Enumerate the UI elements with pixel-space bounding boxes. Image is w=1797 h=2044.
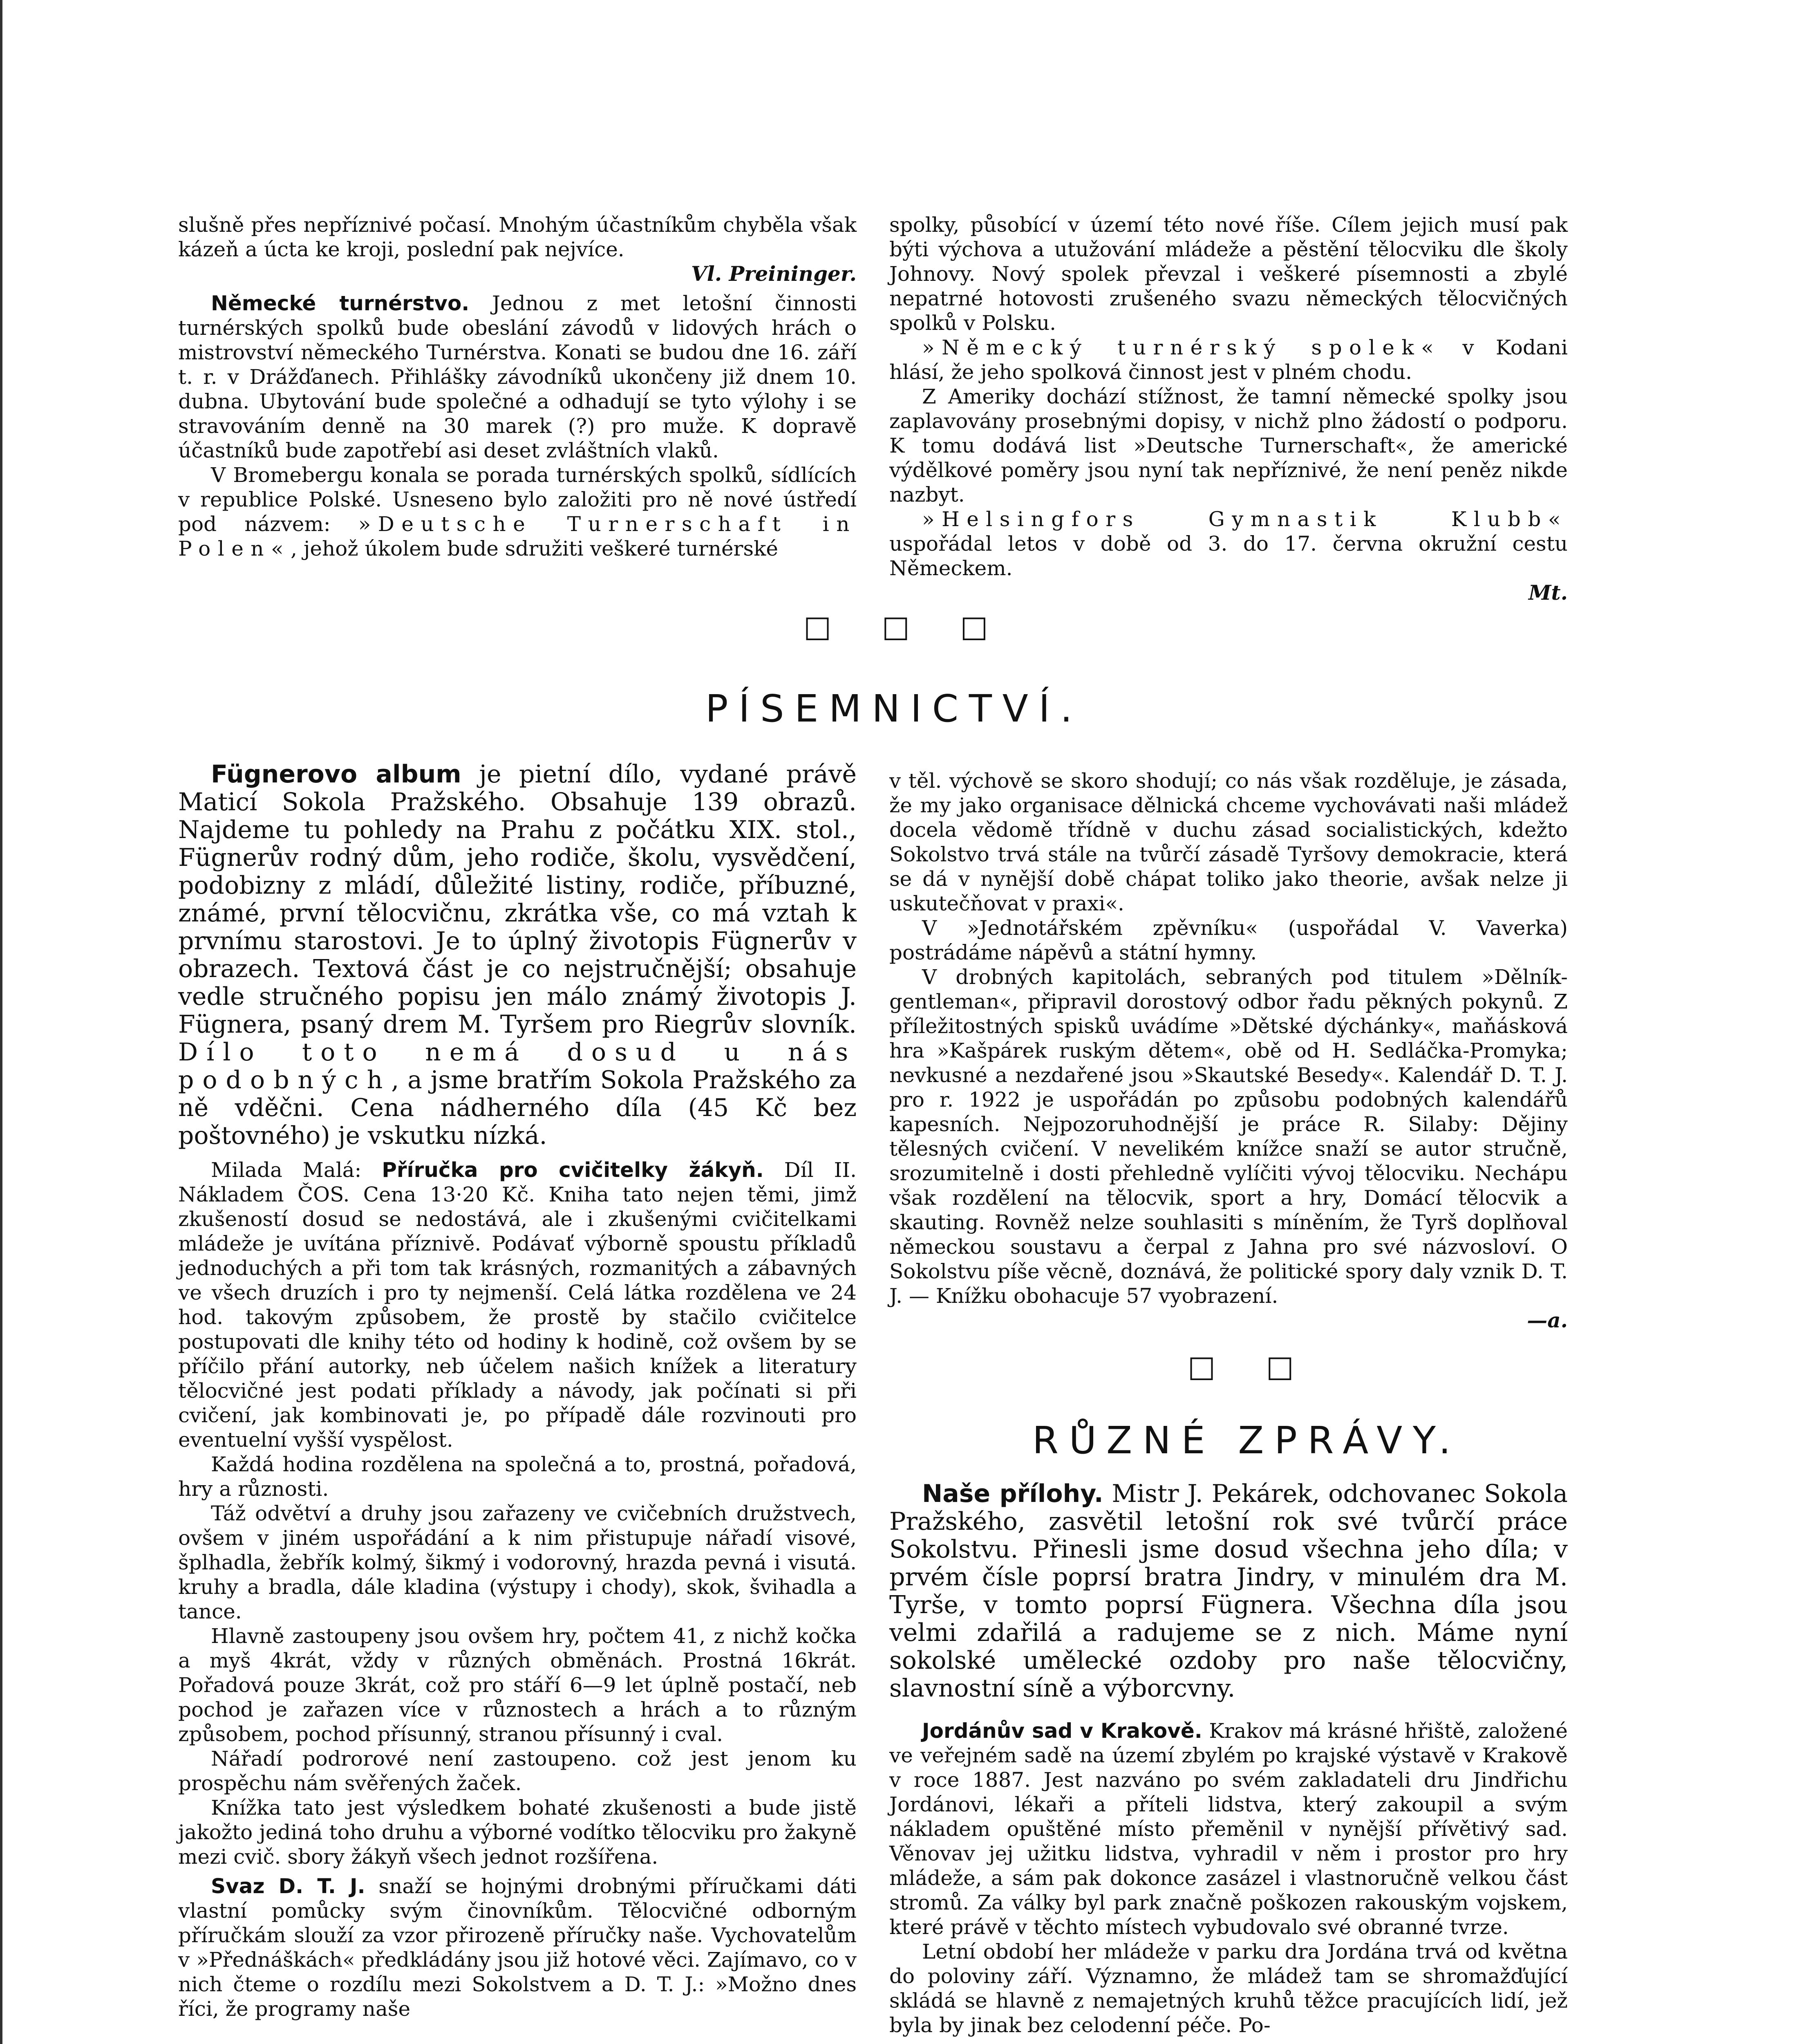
paragraph-text: v Kodani hlásí, že jeho spolková činnost jest v plném chodu. <box>889 336 1568 384</box>
mid-right-column <box>889 769 1568 1333</box>
paragraph-nase-prilohy <box>889 1480 1568 1702</box>
paragraph-bromeberg <box>178 463 857 561</box>
paragraph-text: Jednou z met letošní činnosti turnérských spolků bude obeslání závodů v lidových hrách o mistrovství německého Turnérstva. Konati se budou dne 16. září t. r. v Drážďanech. Přihlášky závodníků ukončeny již dnem 10. dubna. Ubytování bude společné a odhadují se tyto výlohy i se stravováním denně na 30 marek (?) pro muže. K dopravě účastníků bude zapotřebí asi deset zvláštních vlaků. <box>178 291 857 462</box>
paragraph-amerika: Z Ameriky dochází stížnost, že tamní německé spolky jsou zaplavovány prosebnými dopisy, v nichž plno žádostí o podporu. K tomu dodává list »Deutsche Turnerschaft«, že americké výdělkové poměry jsou nyní tak nepříznivé, že není peněz nikde nazbyt. <box>889 385 1568 507</box>
spaced-text: »Deutsche Turnerschaft in Polen« <box>178 512 857 560</box>
paragraph: slušně přes nepříznivé počasí. Mnohým účastníkům chyběla však kázeň a úcta ke kroji, poslední pak nejvíce. <box>178 213 857 261</box>
paragraph: spolky, působící v území této nové říše. Cílem jejich musí pak býti výchova a utužování mládeže a pěstění tělocviku dle školy Johnovy. Nový spolek převzal i veškeré písemnosti a zbylé nepatrné hotovosti zrušeného svazu německých tělocvičných spolků v Polsku. <box>889 213 1568 335</box>
signature: —a. <box>1527 1308 1568 1332</box>
paragraph-text: , jehož úkolem bude sdružiti veškeré turnérské <box>291 537 778 560</box>
section-heading-pisemnictvi: PÍSEMNICTVÍ. <box>705 687 1083 731</box>
section-heading-ruzne-zpravy: RŮZNÉ ZPRÁVY. <box>1032 1419 1461 1462</box>
paragraph-text: Krakov má krásné hřiště, založené ve veřejném sadě na území zbylém po krajské výstavě v Krakově v roce 1887. Jest nazváno po svém zakladateli dru Jindřichu Jordánovi, lékaři a příteli lidstva, který zakoupil a svým nákladem opuštěné místo přeměnil v nynější přívětivý sad. Věnovav jej užitku lidstva, vyhradil v něm i prostor pro hry mládeže, a sám pak dokonce zasázel i vlastnoručně velkou část stromů. Za války byl park značně poškozen rakouským vojskem, které právě v těchto místech vybudovalo své obranné tvrze. <box>889 1719 1568 1939</box>
paragraph-lead: Německé turnérstvo. <box>211 291 470 315</box>
paragraph: Každá hodina rozdělena na společná a to, prostná, pořadová, hry a různosti. <box>178 1452 857 1501</box>
paragraph-kodan <box>889 335 1568 384</box>
paragraph-nemecke-turnerstvo <box>178 291 857 463</box>
paragraph-fugnerovo-album <box>178 760 857 1150</box>
paragraph-lead: Fügnerovo album <box>211 760 461 789</box>
paragraph: Táž odvětví a druhy jsou zařazeny ve cvičebních družstvech, ovšem v jiném uspořádání a k nim přistupuje nářadí visové, šplhadla, žebřík kolmý, šikmý i vodorovný, hrazda pevná i visutá. kruhy a bradla, dále kladina (výstupy i chody), skok, švihadla a tance. <box>178 1502 857 1623</box>
paragraph-lead: Příručka pro cvičitelky žákyň. <box>382 1158 764 1182</box>
top-right-column <box>889 213 1568 605</box>
paragraph-text: Díl II. Nákladem ČOS. Cena 13·20 Kč. Kniha tato nejen těmi, jimž zkušeností dosud se nedostává, ale i zkušenými cvičitelkami mládeže je uvítána příznivě. Podávať výborně spoustu příkladů jednoduchých a při tom tak krásných, rozmanitých a zábavných ve všech druzích i pro ty nejmenší. Celá látka rozdělena ve 24 hod. takovým způsobem, že prostě by stačilo cvičitelce postupovati dle knihy této od hodiny k hodině, což ovšem by se příčilo přání autorky, neb účelem našich knížek a literatury tělocvičné jest podati příklady a návody, jak počínati si při cvičení, jak kombinovati je, po případě dále rozvinouti pro eventuelní vyšší vyspělost. <box>178 1158 857 1452</box>
paragraph-text: , a jsme bratřím Sokola Pražského za ně vděčni. Cena nádherného díla (45 Kč bez poštovného) je vskutku nízká. <box>178 1066 857 1150</box>
paragraph: Hlavně zastoupeny jsou ovšem hry, počtem 41, z nichž kočka a myš 4krát, vždy v různých obměnách. Prostná 16krát. Pořadová pouze 3krát, což pro stáří 6—9 let úplně postačí, neb pochod je zařazen více v různostech a hrách a to různým způsobem, pochod přísunný, stranou přísunný i cval. <box>178 1624 857 1746</box>
divider-squares: □ □ <box>1188 1349 1315 1383</box>
paragraph: V drobných kapitolách, sebraných pod titulem »Dělník-gentleman«, připravil dorostový odbor řadu pěkných pokynů. Z příležitostných spisků uvádíme »Dětské dýchánky«, maňásková hra »Kašpárek ruským dětem«, obě od H. Sedláčka-Promyka; nevkusné a nezdařené jsou »Skautské Besedy«. Kalendář D. T. J. pro r. 1922 je uspořádán po způsobu podobných kalendářů kapesních. Nejpozoruhodnější je práce R. Silaby: Dějiny tělesných cvičení. V nevelikém knížce snaží se autor stručně, srozumitelně i dosti přehledně vylíčiti vývoj tělocviku. Nechápu však rozdělení na tělocvik, sport a hry, Domácí tělocvik a skauting. Rovněž nelze souhlasiti s míněním, že Tyrš doplňoval německou soustavu a čerpal z Jahna pro své názvosloví. O Sokolstvu píše věcně, doznává, že politické spory daly vznik D. T. J. — Knížku obohacuje 57 vyobrazení. <box>889 965 1568 1308</box>
paragraph-text: Mistr J. Pekárek, odchovanec Sokola Pražského, zasvětil letošní rok své tvůrčí práce Sokolstvu. Přinesli jsme dosud všechna jeho díla; v prvém čísle poprsí bratra Jindry, v minulém dra M. Tyrše, v tomto poprsí Fügnera. Všechna díla jsou velmi zdařilá a radujeme se z nich. Máme nyní sokolské umělecké ozdoby pro naše tělocvičny, slavnostní síně a výborcvny. <box>889 1479 1568 1703</box>
paragraph-text: snaží se hojnými drobnými příručkami dáti vlastní pomůcky svým činovníkům. Tělocvičné odborným příručkám slouží za vzor přirozeně příručky naše. Vychovatelům v »Přednáškách« předkládány jsou již hotové věci. Zajímavo, co v nich čteme o rozdílu mezi Sokolstvem a D. T. J.: »Možno dnes říci, že programy naše <box>178 1874 857 2021</box>
paragraph-jordanuv-sad <box>889 1719 1568 1939</box>
spaced-text: Dílo toto nemá dosud u nás podobných <box>178 1038 857 1094</box>
paragraph: Knížka tato jest výsledkem bohaté zkušenosti a bude jistě jakožto jediná toho druhu a výborné vodítko tělocviku pro žakyně mezi cvič. sbory žákyň všech jednot rozšířena. <box>178 1796 857 1869</box>
paragraph-lead: Naše přílohy. <box>922 1479 1103 1508</box>
signature: Mt. <box>1528 580 1568 605</box>
paragraph-helsingfors <box>889 507 1568 580</box>
paragraph: v těl. výchově se skoro shodují; co nás však rozděluje, je zásada, že my jako organisace dělnická chceme vychovávati naši mládež docela vědomě třídně v duchu zásad socialistických, kdežto Sokolstvo trvá stále na tvůrčí zásadě Tyršovy demokracie, která se dá v nynější době chápat toliko jako theorie, avšak nelze ji uskutečňovat v praxi«. <box>889 769 1568 915</box>
paragraph-text: V Bromebergu konala se porada turnérských spolků, sídlících v republice Polské. Usneseno bylo založiti pro ně nové ústředí pod názvem: <box>178 463 857 536</box>
mid-left-column <box>178 760 857 2021</box>
signature: Vl. Preininger. <box>691 262 857 286</box>
bottom-right-column <box>889 1480 1568 2037</box>
paragraph-text: je pietní dílo, vydané právě Maticí Sokola Pražského. Obsahuje 139 obrazů. Najdeme tu pohledy na Prahu z počátku XIX. stol., Fügnerův rodný dům, jeho rodiče, školu, vysvědčení, podobizny z mládí, důležité listiny, rodiče, příbuzné, známé, první tělocvičnu, zkrátka vše, co má vztah k prvnímu starostovi. Je to úplný životopis Fügnerův v obrazech. Textová část je co nejstručnější; obsahuje vedle stručného popisu jen málo známý životopis J. Fügnera, psaný drem M. Tyršem pro Riegrův slovník. <box>178 760 857 1039</box>
paragraph-mala <box>178 1158 857 1452</box>
divider-squares: □ □ □ <box>803 609 1009 643</box>
paragraph-text: Milada Malá: <box>211 1158 382 1182</box>
top-left-column <box>178 213 857 561</box>
paragraph: Letní období her mládeže v parku dra Jordána trvá od května do poloviny září. Významno, že mládež tam se shromažďující skládá se hlavně z nemajetných kruhů těžce pracujících lidí, jež byla by jinak bez celodenní péče. Po- <box>889 1940 1568 2037</box>
spaced-text: »Helsingfors Gymnastik Klubb« <box>922 507 1568 531</box>
paragraph-lead: Jordánův sad v Krakově. <box>922 1719 1202 1743</box>
paragraph-lead: Svaz D. T. J. <box>211 1874 365 1898</box>
paragraph-text: uspořádal letos v době od 3. do 17. června okružní cestu Německem. <box>889 532 1568 580</box>
spaced-text: »Německý turnérský spolek« <box>922 336 1441 359</box>
paragraph: Nářadí podrorové není zastoupeno. což jest jenom ku prospěchu nám svěřených žaček. <box>178 1747 857 1795</box>
paragraph: V »Jednotářském zpěvníku« (uspořádal V. Vaverka) postrádáme nápěvů a státní hymny. <box>889 916 1568 964</box>
paragraph-svaz-dtj <box>178 1874 857 2021</box>
